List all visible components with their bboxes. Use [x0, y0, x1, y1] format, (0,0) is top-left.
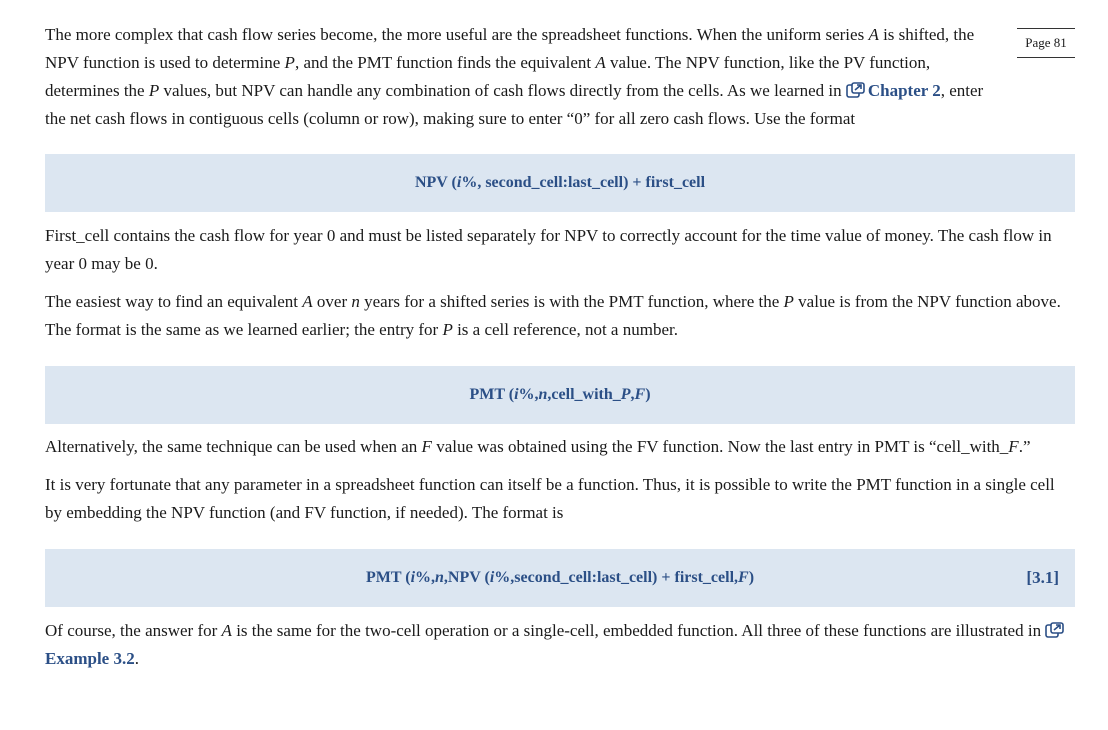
- paragraph-embedding: It is very fortunate that any parameter in a spreadsheet function can itself be a function. Thus, it is possible to write the PMT function in a single cell by embedding the NPV function (and FV function, if needed). The format is: [45, 475, 1055, 522]
- equation-number: [3.1]: [1026, 568, 1059, 587]
- external-link-icon: [1045, 622, 1064, 638]
- chapter-2-link[interactable]: Chapter 2: [846, 81, 941, 100]
- paragraph-conclusion: Of course, the answer for A is the same for the two-cell operation or a single-cell, embedded function. All three of these functions are illustrated in Example 3.2.: [45, 617, 1075, 673]
- page-marker: Page 81: [1017, 28, 1075, 58]
- formula-embedded: PMT (i%,n,NPV (i%,second_cell:last_cell) + first_cell,F) [3.1]: [45, 549, 1075, 607]
- external-link-icon: [846, 82, 865, 98]
- formula-npv: NPV ( i %, second_cell:last_cell) + first_cell: [45, 154, 1075, 212]
- example-3-2-link[interactable]: Example 3.2: [45, 621, 1067, 668]
- paragraph-intro: The more complex that cash flow series become, the more useful are the spreadsheet functions. When the uniform series A is shifted, the NPV function is used to determine P, and the PMT function finds the equivalent A value. The NPV function, like the PV function, determines the P values, but NPV can handle any combination of cash flows directly from the cells. As we learned in Chapter 2, enter the net cash flows in contiguous cells (column or row), making sure to enter “0” for all zero cash flows. Use the format: [45, 25, 984, 128]
- paragraph-first-cell: First_cell contains the cash flow for year 0 and must be listed separately for NPV to correctly account for the time value of money. The cash flow in year 0 may be 0.: [45, 226, 1052, 273]
- main-content: [45, 21, 1075, 673]
- formula-pmt: PMT ( i %, n ,cell_with_ P , F ): [45, 366, 1075, 424]
- paragraph-pmt: The easiest way to find an equivalent A over n years for a shifted series is with the PMT function, where the P value is from the NPV function above. The format is the same as we learned earlier; the entry for P is a cell reference, not a number.: [45, 292, 1061, 339]
- paragraph-alternative: Alternatively, the same technique can be used when an F value was obtained using the FV function. Now the last entry in PMT is “cell_with_F.”: [45, 437, 1031, 456]
